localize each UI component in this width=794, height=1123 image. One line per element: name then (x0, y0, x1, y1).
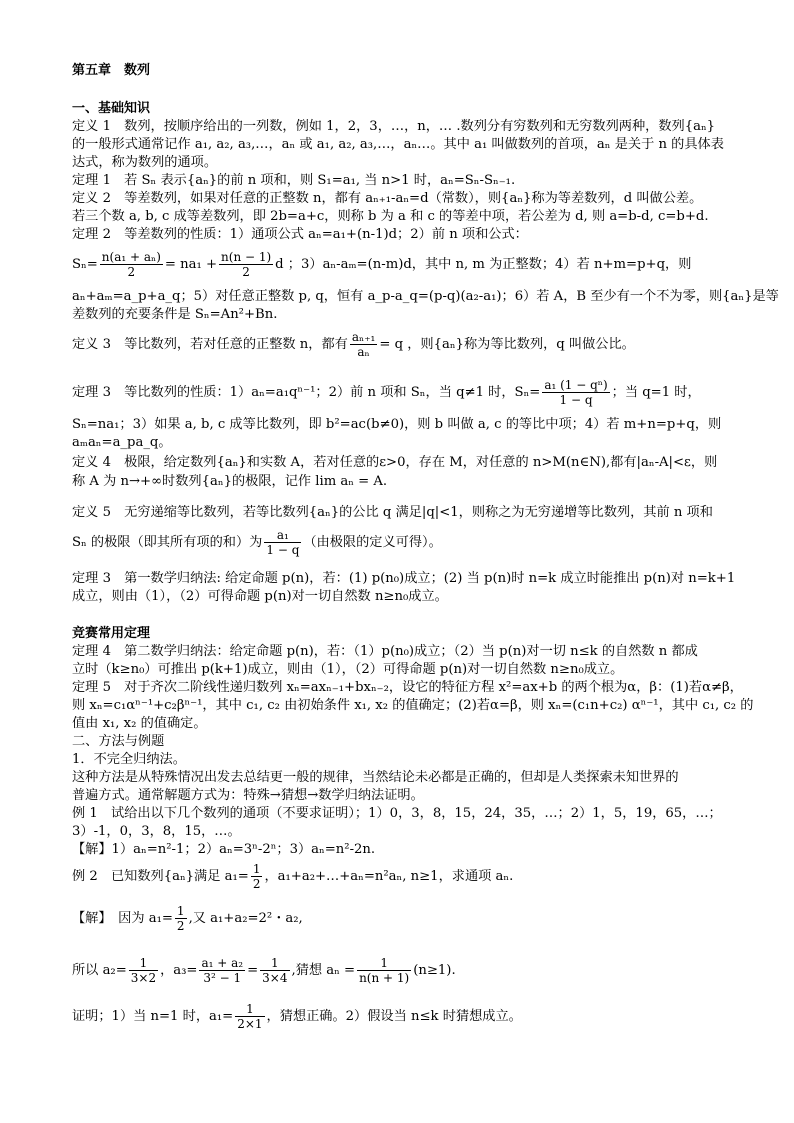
text-line: aₘaₙ=a_pa_q。 (72, 435, 172, 450)
solution-derivation-line: 所以 a₂= $\frac{1}{3\times 2}$ ，a₃= $\frac{\text{a₁ + a₂}}{\text{3² − 1}}$ = $\frac{1}{3\times 4}$ ,猜想 aₙ = $\frac{1}{n(n + 1)}$ (n≥1). (72, 956, 456, 985)
fraction: $\frac{\text{a₁}}{1 - q}$ (266, 528, 300, 557)
solution-line: 【解】 因为 a₁= $\frac{1}{2}$ ,又 a₁+a₂=2²・a₂, (72, 904, 303, 933)
text-line: 值由 x₁, x₂ 的值确定。 (72, 716, 207, 731)
text-line: 达式，称为数列的通项。 (72, 155, 218, 170)
text-line: 普遍方式。通常解题方式为：特殊→猜想→数学归纳法证明。 (72, 788, 424, 803)
section-title-basics: 一、基础知识 (72, 101, 151, 116)
text-line: aₙ+aₘ=a_p+a_q；5）对任意正整数 p, q，恒有 a_p-a_q=(p-q)(a₂-a₁)；6）若 A，B 至少有一个不为零，则{aₙ}是等 (72, 289, 779, 304)
fraction: $\frac{n(n - 1)}{2}$ (221, 250, 272, 279)
text-line: 3）-1，0，3，8，15，…。 (72, 824, 241, 839)
text-line: 二、方法与例题 (72, 734, 165, 749)
text-line: 的一般形式通常记作 a₁, a₂, a₃,…，aₙ 或 a₁, a₂, a₃,…，aₙ…。其中 a₁ 叫做数列的首项，aₙ 是关于 n 的具体表 (72, 137, 724, 152)
text-line: 定理 2 等差数列的性质：1）通项公式 aₙ=a₁+(n-1)d；2）前 n 项和公式： (72, 227, 528, 242)
text-line: 称 A 为 n→+∞时数列{aₙ}的极限，记作 lim aₙ = A. (72, 474, 388, 489)
fraction: $\frac{1}{n(n + 1)}$ (359, 956, 410, 985)
fraction: $\frac{1}{2\times 1}$ (237, 1002, 263, 1031)
text-line: 1．不完全归纳法。 (72, 752, 186, 767)
text-line: 定义 1 数列，按顺序给出的一列数，例如 1，2，3，…，n，… .数列分有穷数列和无穷数列两种，数列{aₙ} (72, 119, 716, 134)
fraction: $\frac{\text{a₁ (1 − qⁿ)}}{1 - q}$ (544, 378, 608, 407)
text-line: 则 xₙ=c₁αⁿ⁻¹+c₂βⁿ⁻¹，其中 c₁, c₂ 由初始条件 x₁, x₂ 的值确定；(2)若α=β，则 xₙ=(c₁n+c₂) αⁿ⁻¹，其中 c₁, c₂ 的 (72, 698, 754, 713)
text-line: 【解】1）aₙ=n²-1；2）aₙ=3ⁿ-2ⁿ；3）aₙ=n²-2n. (72, 842, 376, 857)
fraction: $\frac{1}{3\times 2}$ (130, 956, 157, 985)
fraction: $\frac{1}{2}$ (252, 862, 261, 891)
text-line: 例 1 试给出以下几个数列的通项（不要求证明）；1）0，3，8，15，24，35，…；2）1，5，19，65，…； (72, 806, 722, 821)
fraction: $\frac{\text{n(a₁ + aₙ)}}{2}$ (101, 250, 161, 279)
text-line: 差数列的充要条件是 Sₙ=An²+Bn. (72, 307, 278, 322)
thm3-line: 定理 3 等比数列的性质：1）aₙ=a₁qⁿ⁻¹；2）前 n 项和 Sₙ，当 q≠1 时，Sₙ= $\frac{\text{a₁ (1 − qⁿ)}}{1 - q}$ ；当 q=1 时， (72, 378, 701, 407)
fraction: $\frac{1}{2}$ (176, 904, 185, 933)
fraction: $\frac{\text{a₁ + a₂}}{\text{3² − 1}}$ (201, 956, 244, 985)
text-line: 定理 3 第一数学归纳法: 给定命题 p(n)，若：(1) p(n₀)成立；(2) 当 p(n)时 n=k 成立时能推出 p(n)对 n=k+1 (72, 571, 736, 586)
text-line: 这种方法是从特殊情况出发去总结更一般的规律，当然结论未必都是正确的，但却是人类探索未知世界的 (72, 770, 679, 785)
chapter-title: 第五章 数列 (72, 63, 151, 78)
def5-line: Sₙ 的极限（即其所有项的和）为 $\frac{\text{a₁}}{1 - q}$ （由极限的定义可得）。 (72, 528, 442, 557)
text-line: 定理 1 若 Sₙ 表示{aₙ}的前 n 项和，则 S₁=a₁, 当 n>1 时，aₙ=Sₙ-Sₙ₋₁. (72, 173, 516, 188)
text-line: 定理 4 第二数学归纳法：给定命题 p(n)，若：（1）p(n₀)成立；（2）当 p(n)对一切 n≤k 的自然数 n 都成 (72, 644, 698, 659)
fraction: $\frac{1}{3\times 4}$ (262, 956, 288, 985)
text-line: 定义 2 等差数列，如果对任意的正整数 n，都有 aₙ₊₁-aₙ=d（常数），则{aₙ}称为等差数列，d 叫做公差。 (72, 191, 703, 206)
text-line: 成立，则由（1），（2）可得命题 p(n)对一切自然数 n≥n₀成立。 (72, 589, 448, 604)
section-title-theorems: 竞赛常用定理 (72, 626, 151, 641)
fraction: $\frac{\text{aₙ₊₁}}{\text{aₙ}}$ (351, 330, 376, 359)
text-line: 定义 5 无穷递缩等比数列，若等比数列{aₙ}的公比 q 满足|q|<1，则称之为无穷递增等比数列，其前 n 项和 (72, 505, 713, 520)
text-line: Sₙ=na₁；3）如果 a, b, c 成等比数列，即 b²=ac(b≠0)，则 b 叫做 a, c 的等比中项；4）若 m+n=p+q，则 (72, 417, 722, 432)
text-line: 若三个数 a, b, c 成等差数列，即 2b=a+c，则称 b 为 a 和 c 的等差中项，若公差为 d, 则 a=b-d, c=b+d. (72, 209, 709, 224)
text-line: 定义 4 极限，给定数列{aₙ}和实数 A，若对任意的ε>0，存在 M，对任意的 n>M(n∈N),都有|aₙ-A|<ε，则 (72, 455, 718, 470)
text-line: 定理 5 对于齐次二阶线性递归数列 xₙ=axₙ₋₁+bxₙ₋₂，设它的特征方程 x²=ax+b 的两个根为α，β：(1)若α≠β， (72, 680, 743, 695)
proof-line: 证明；1）当 n=1 时，a₁= $\frac{1}{2\times 1}$ ，猜想正确。2）假设当 n≤k 时猜想成立。 (72, 1002, 522, 1031)
sn-formula-line: Sₙ= $\frac{\text{n(a₁ + aₙ)}}{2}$ = na₁ + $\frac{n(n - 1)}{2}$ d ；3）aₙ-aₘ=(n-m)d，其中 n, m 为正整数；4）若 n+m=p+q，则 (72, 250, 692, 279)
def3-line: 定义 3 等比数列，若对任意的正整数 n，都有 $\frac{\text{aₙ₊₁}}{\text{aₙ}}$ = q ，则{aₙ}称为等比数列，q 叫做公比。 (72, 330, 635, 359)
example2-line: 例 2 已知数列{aₙ}满足 a₁= $\frac{1}{2}$ ，a₁+a₂+…+aₙ=n²aₙ, n≥1，求通项 aₙ. (72, 862, 514, 891)
text-line: 立时（k≥n₀）可推出 p(k+1)成立，则由（1），（2）可得命题 p(n)对一切自然数 n≥n₀成立。 (72, 662, 624, 677)
